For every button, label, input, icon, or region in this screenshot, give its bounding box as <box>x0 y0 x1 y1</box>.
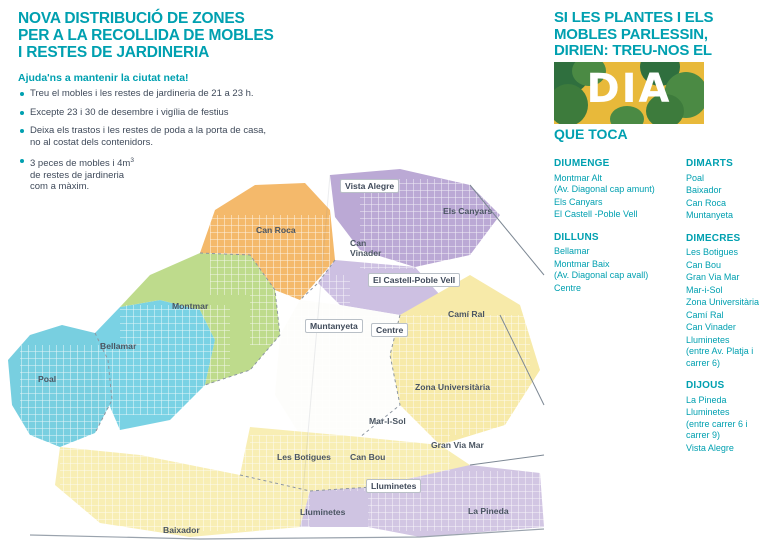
day-item: Poal <box>686 172 705 183</box>
map-label-zona-universitaria[interactable]: Zona Universitària <box>415 382 490 392</box>
day-item: El Castell -Poble Vell <box>554 209 638 219</box>
day-item <box>686 335 768 370</box>
map-label-el-castell[interactable]: El Castell-Poble Vell <box>368 273 460 287</box>
day-item: Baixador <box>686 185 722 195</box>
day-item <box>554 259 674 282</box>
day-item: Can Roca <box>686 197 727 208</box>
day-group-dijous <box>686 380 768 454</box>
zone-detail: (Av. Diagonal cap avall) <box>554 270 649 280</box>
day-item: Bellamar <box>554 246 590 256</box>
day-item: Les Botigues <box>686 247 739 257</box>
day-item: Can Bou <box>686 259 722 270</box>
dia-artwork <box>554 62 704 124</box>
map-label-muntanyeta[interactable]: Muntanyeta <box>305 319 363 333</box>
day-item: La Pineda <box>686 394 727 405</box>
map-label-la-pineda[interactable]: La Pineda <box>468 506 509 516</box>
map-label-poal[interactable]: Poal <box>38 374 57 384</box>
promo-line-1: SI LES PLANTES I ELS <box>554 9 714 26</box>
day-item <box>686 407 768 442</box>
promo-tagline: QUE TOCA <box>554 126 628 142</box>
zone-detail: (entre Av. Platja i carrer 6) <box>686 346 754 368</box>
dia-word: DIA <box>586 66 672 112</box>
day-item <box>554 173 674 196</box>
map-label-baixador[interactable]: Baixador <box>163 525 200 535</box>
title-line-3: I RESTES DE JARDINERIA <box>18 44 210 61</box>
map-label-gran-via-mar[interactable]: Gran Via Mar <box>431 440 484 450</box>
map-label-els-canyars[interactable]: Els Canyars <box>443 206 493 216</box>
day-item: Camí Ral <box>686 309 724 320</box>
day-title: DIJOUS <box>686 380 725 391</box>
promo-line-2: MOBLES PARLESSIN, <box>554 25 708 43</box>
day-group-dimecres <box>686 233 768 370</box>
subtitle: Ajuda'ns a mantenir la ciutat neta! <box>18 72 189 84</box>
map-label-vista-alegre[interactable]: Vista Alegre <box>340 179 399 193</box>
page-title <box>18 10 318 61</box>
schedule-column-left <box>554 158 674 305</box>
map-label-bellamar[interactable]: Bellamar <box>100 341 137 351</box>
zone-name: Lluminetes <box>686 334 730 345</box>
map-label-lluminetes-1[interactable]: Lluminetes <box>366 479 421 493</box>
map-label-can-vinader[interactable]: Can Vinader <box>350 238 382 258</box>
zone-detail: (Av. Diagonal cap amunt) <box>554 184 655 194</box>
zone-name: Montmar Alt <box>554 172 603 183</box>
day-item: Els Canyars <box>554 196 603 207</box>
day-item: Vista Alegre <box>686 442 734 453</box>
map-label-lluminetes-2[interactable]: Lluminetes <box>300 507 346 517</box>
promo-line-3: DIRIEN: TREU-NOS EL <box>554 42 712 59</box>
map-label-les-botigues[interactable]: Les Botigues <box>277 452 331 462</box>
day-title: DIMECRES <box>686 232 741 244</box>
day-group-dimarts <box>686 158 768 222</box>
map-label-centre[interactable]: Centre <box>371 323 408 337</box>
zone-name: Lluminetes <box>686 407 730 417</box>
zone-detail: (entre carrer 6 i carrer 9) <box>686 418 748 440</box>
day-group-dilluns <box>554 232 674 295</box>
zone-map[interactable] <box>0 155 545 546</box>
list-item: 3 peces de mobles i $4m^3$ de restes de jardineria com a màxim. <box>20 155 270 193</box>
day-item: Muntanyeta <box>686 210 734 220</box>
map-label-can-roca[interactable]: Can Roca <box>256 225 296 235</box>
title-line-1: NOVA DISTRIBUCIÓ DE ZONES <box>18 10 245 27</box>
zone-name: Montmar Baix <box>554 258 610 269</box>
day-title: DILLUNS <box>554 231 599 243</box>
list-item: Excepte 23 i 30 de desembre i vigília de festius <box>20 107 270 119</box>
day-title: DIMARTS <box>686 158 733 169</box>
day-item: Zona Universitària <box>686 297 760 307</box>
list-item: Deixa els trastos i les restes de poda a la porta de casa, no al costat dels contenidors. <box>20 125 270 148</box>
schedule-column-right <box>686 158 768 465</box>
day-item: Centre <box>554 282 582 293</box>
day-item: Gran Via Mar <box>686 272 740 282</box>
map-label-can-bou[interactable]: Can Bou <box>350 452 386 462</box>
day-group-diumenge <box>554 158 674 221</box>
promo-title <box>554 10 768 60</box>
map-label-cami-ral[interactable]: Camí Ral <box>448 309 485 319</box>
day-item: Can Vinader <box>686 322 736 332</box>
list-item: Treu el mobles i les restes de jardineria de 21 a 23 h. <box>20 88 270 100</box>
day-item: Mar-i-Sol <box>686 284 723 295</box>
map-label-mar-i-sol[interactable]: Mar-I-Sol <box>369 416 406 426</box>
day-title: DIUMENGE <box>554 158 610 169</box>
map-label-montmar[interactable]: Montmar <box>172 301 209 311</box>
title-line-2: PER A LA RECOLLIDA DE MOBLES <box>18 27 274 44</box>
